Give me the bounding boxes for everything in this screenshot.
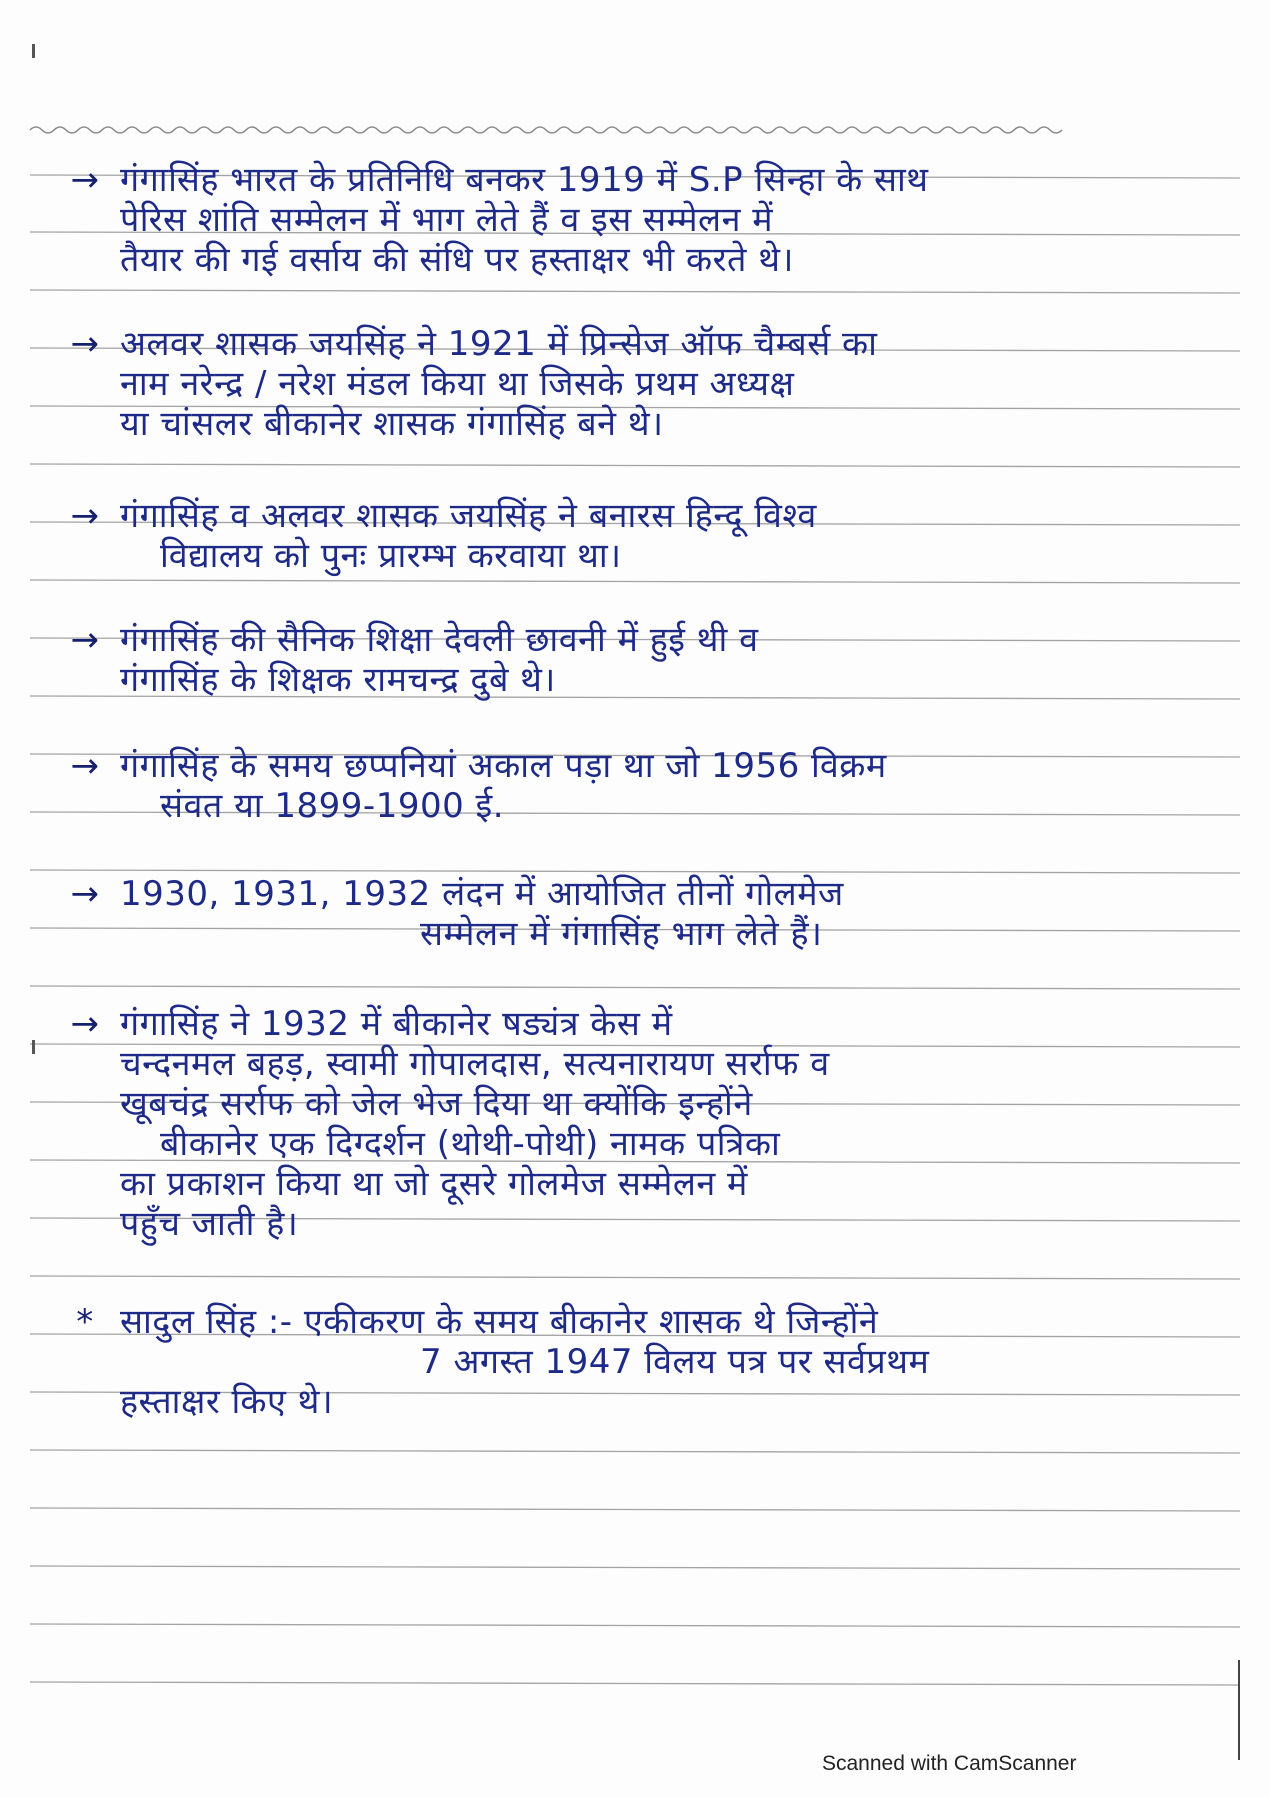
arrow-bullet-icon: → <box>70 160 100 200</box>
scanner-watermark: Scanned with CamScanner <box>822 1752 1077 1775</box>
note-item <box>60 1004 1220 1244</box>
note-line: पेरिस शांति सम्मेलन में भाग लेते हैं व इस सम्मेलन में <box>120 200 774 240</box>
note-item <box>60 496 1220 576</box>
asterisk-bullet-icon: * <box>76 1302 94 1342</box>
note-line: तैयार की गई वर्साय की संधि पर हस्ताक्षर भी करते थे। <box>120 240 794 280</box>
note-line: गंगासिंह व अलवर शासक जयसिंह ने बनारस हिन्दू विश्व <box>120 496 817 536</box>
arrow-bullet-icon: → <box>70 324 100 364</box>
note-line: संवत या 1899-1900 ई. <box>160 786 505 826</box>
arrow-bullet-icon: → <box>70 1004 100 1044</box>
note-line: का प्रकाशन किया था जो दूसरे गोलमेज सम्मेलन में <box>120 1164 748 1204</box>
note-line: गंगासिंह ने 1932 में बीकानेर षड्यंत्र केस में <box>120 1004 673 1044</box>
note-item <box>60 1302 1220 1422</box>
note-line: गंगासिंह के शिक्षक रामचन्द्र दुबे थे। <box>120 660 556 700</box>
arrow-bullet-icon: → <box>70 496 100 536</box>
note-line: गंगासिंह भारत के प्रतिनिधि बनकर 1919 में S.P सिन्हा के साथ <box>120 160 929 200</box>
note-line: 7 अगस्त 1947 विलय पत्र पर सर्वप्रथम <box>420 1342 930 1382</box>
right-page-edge <box>1238 1660 1240 1760</box>
left-margin-mark <box>32 1040 35 1054</box>
note-line: अलवर शासक जयसिंह ने 1921 में प्रिन्सेज ऑफ चैम्बर्स का <box>120 324 878 364</box>
note-line: चन्दनमल बहड़, स्वामी गोपालदास, सत्यनारायण सर्राफ व <box>120 1044 830 1084</box>
note-line: सम्मेलन में गंगासिंह भाग लेते हैं। <box>420 914 823 954</box>
note-line: नाम नरेन्द्र / नरेश मंडल किया था जिसके प्रथम अध्यक्ष <box>120 364 795 404</box>
arrow-bullet-icon: → <box>70 746 100 786</box>
note-line: हस्ताक्षर किए थे। <box>120 1382 334 1422</box>
note-line: सादुल सिंह :- एकीकरण के समय बीकानेर शासक थे जिन्होंने <box>120 1302 879 1342</box>
note-line: गंगासिंह की सैनिक शिक्षा देवली छावनी में हुई थी व <box>120 620 759 660</box>
note-line: विद्यालय को पुनः प्रारम्भ करवाया था। <box>160 536 622 576</box>
notes-list <box>60 160 1220 1462</box>
note-line: खूबचंद्र सर्राफ को जेल भेज दिया था क्योंकि इन्होंने <box>120 1084 753 1124</box>
note-item <box>60 160 1220 280</box>
note-line: 1930, 1931, 1932 लंदन में आयोजित तीनों गोलमेज <box>120 874 844 914</box>
note-item <box>60 324 1220 444</box>
note-line: या चांसलर बीकानेर शासक गंगासिंह बने थे। <box>120 404 664 444</box>
arrow-bullet-icon: → <box>70 620 100 660</box>
note-item <box>60 874 1220 954</box>
wavy-top-border <box>30 127 1062 133</box>
arrow-bullet-icon: → <box>70 874 100 914</box>
note-line: पहुँच जाती है। <box>120 1204 299 1244</box>
note-item <box>60 746 1220 826</box>
note-line: बीकानेर एक दिग्दर्शन (थोथी-पोथी) नामक पत्रिका <box>160 1124 781 1164</box>
note-item <box>60 620 1220 700</box>
note-line: गंगासिंह के समय छप्पनियां अकाल पड़ा था जो 1956 विक्रम <box>120 746 887 786</box>
left-margin-mark <box>32 44 35 58</box>
